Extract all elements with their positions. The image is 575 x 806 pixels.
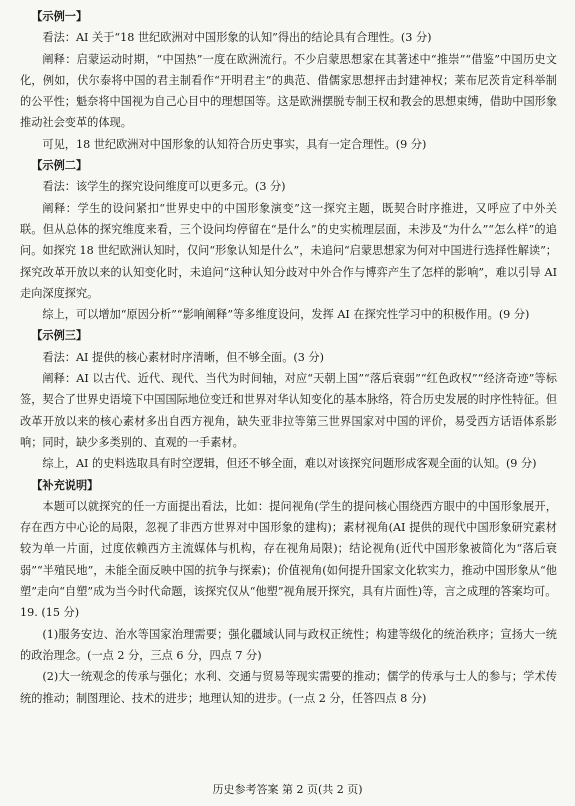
example1-view: 看法：AI 关于“18 世纪欧洲对中国形象的认知”得出的结论具有合理性。(3 分): [42, 31, 432, 45]
example1-heading: 【示例一】: [31, 9, 88, 23]
example3-heading: 【示例三】: [31, 328, 88, 343]
example1-conclusion: 可见，18 世纪欧洲对中国形象的认知符合历史事实，具有一定合理性。(9 分): [42, 137, 427, 151]
supplement-text: 本题可以就探究的任一方面提出看法，比如：提问视角(学生的提问核心围绕西方眼中的中国形象展开，存在西方中心论的局限，忽视了非西方世界对中国形象的建构)；素材视角(AI 提供的现代中国形象研究素材较为单一片面，过度依赖西方主流媒体与机构，存在视角局限)；结论视角(近代中国形象被简化为“落后衰弱”“半殖民地”，未能全面反映中国的抗争与探索)；价值视角(如何提升国家文化软实力，推动中国形象从“他塑”走向“自塑”成为当今时代命题，该探究仅从“他塑”视角展开探究，具有片面性)等，言之成理的答案均可。: [20, 499, 557, 599]
supplement-heading: 【补充说明】: [31, 477, 99, 492]
example3-conclusion: 综上，AI 的史料选取具有时空逻辑，但还不够全面，难以对该探究问题形成客观全面的认知。(9 分): [42, 457, 537, 471]
example2-heading: 【示例二】: [31, 158, 88, 173]
example2-conclusion: 综上，可以增加“原因分析”“影响阐释”等多维度设问，发挥 AI 在探究性学习中的积极作用。(9 分): [42, 308, 530, 322]
example1-explanation: 阐释：启蒙运动时期，“中国热”一度在欧洲流行。不少启蒙思想家在其著述中“推崇”“借鉴”中国历史文化，例如，伏尔泰将中国的君主制看作“开明君主”的典范、借儒家思想抨击封建神权；莱布尼茨肯定科举制的公平性；魁奈将中国视为自己心目中的理想国等。这是欧洲摆脱专制王权和教会的思想束缚，借助中国形象推动社会变革的体现。: [20, 52, 558, 130]
question19-answer2: (2)大一统观念的传承与强化；水利、交通与贸易等现实需要的推动；儒学的传承与士人的参与；学术传统的推动；制图理论、技术的进步；地理认知的进步。(一点 2 分，任答四点 8 分): [20, 670, 557, 705]
example2-explanation: 阐释：学生的设问紧扣“世界史中的中国形象演变”这一探究主题，既契合时序推进，又呼应了中外关联。但从总体的探究维度来看，三个设问均停留在“是什么”的史实梳理层面，未涉及“为什么”“怎么样”的追问。如探究 18 世纪欧洲认知时，仅问“形象认知是什么”，未追问“启蒙思想家为何对中国进行选择性解读”；探究改革开放以来的认知变化时，未追问“这种认知分歧对中外合作与博弈产生了怎样的影响”，难以引导 AI 走向深度探究。: [20, 201, 557, 300]
question19-number: 19. (15 分): [20, 606, 80, 620]
example3-view: 看法：AI 提供的核心素材时序清晰，但不够全面。(3 分): [42, 350, 324, 364]
example2-view: 看法：该学生的探究设问维度可以更多元。(3 分): [42, 180, 286, 194]
example3-explanation: 阐释：AI 以古代、近代、现代、当代为时间轴，对应“天朝上国”“落后衰弱”“红色政权”“经济奇迹”等标签，契合了世界史语境下中国国际地位变迁和世界对华认知变化的基本脉络，符合历史发展的时序性特征。但改革开放以来的核心素材多出自西方视角，缺失亚非拉等第三世界国家对中国的评价，易受西方话语体系影响；同时，缺少多类别的、直观的一手素材。: [20, 372, 558, 449]
page-footer: 历史参考答案 第 2 页(共 2 页): [212, 783, 363, 796]
question19-answer1: (1)服务安边、治水等国家治理需要；强化疆域认同与政权正统性；构建等级化的统治秩序；宣扬大一统的政治理念。(一点 2 分，三点 6 分，四点 7 分): [20, 627, 557, 662]
